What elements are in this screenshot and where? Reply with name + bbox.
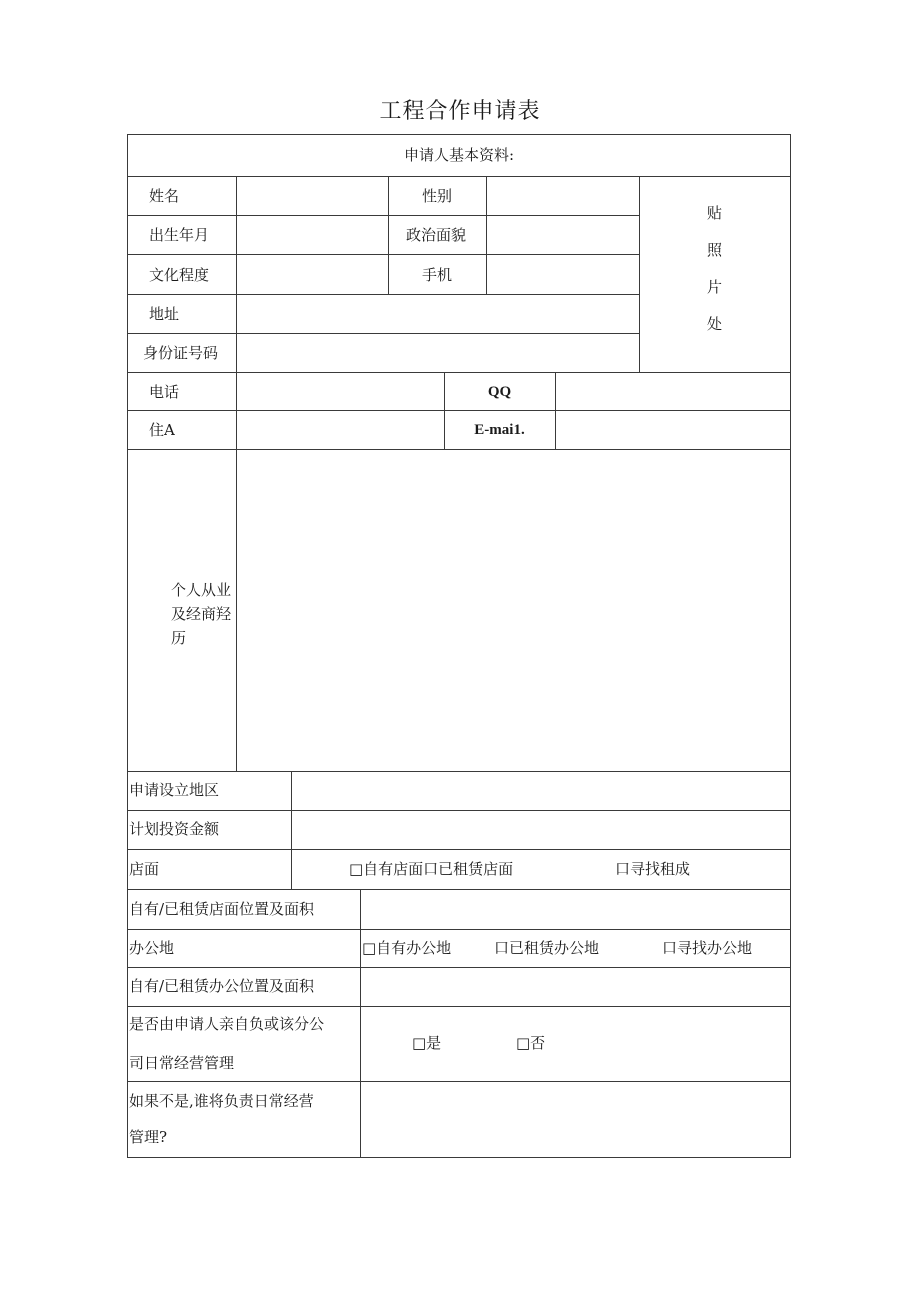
row-rule [127,929,791,930]
label-political: 政治面貌 [406,226,467,244]
label-education: 文化程度 [149,266,210,284]
section-header: 申请人基本资料: [403,146,515,164]
label-email: E-mai1. [474,422,525,438]
label-region: 申请设立地区 [129,781,220,799]
row-rule [127,333,639,334]
row-rule [127,810,791,811]
row-rule [127,1006,791,1007]
label-birth: 出生年月 [149,226,210,244]
label-address: 地址 [149,305,180,323]
row-rule [127,215,639,216]
border-bottom [127,1157,791,1158]
label-mobile: 手机 [422,266,453,284]
page-title: 工程合作申请表 [379,99,541,124]
col-rule [555,372,556,450]
label-qq: QQ [487,384,512,400]
label-office-location: 自有/已租赁办公位置及面积 [129,977,315,995]
border-right [790,134,791,1158]
label-residence: 住A [149,421,175,439]
store-option-seeking[interactable]: 口寻找租成 [615,860,691,878]
store-options-owned-rented[interactable]: □自有店面口已租赁店面 [349,860,514,878]
label-office: 办公地 [129,939,175,957]
col-rule [486,176,487,294]
border-top [127,134,791,135]
label-experience [171,578,235,650]
col-rule [291,771,292,889]
experience-line: 及经商羟 [171,605,232,623]
label-store: 店面 [129,860,160,878]
label-manager-line2: 管理? [129,1128,168,1146]
label-investment: 计划投资金额 [129,820,220,838]
row-rule [127,889,791,890]
label-manager-line1: 如果不是,谁将负责日常经营 [129,1092,314,1110]
row-rule [127,410,791,411]
row-rule [127,771,791,772]
col-rule [388,176,389,294]
label-name: 姓名 [149,187,180,205]
label-self-manage-line1: 是否由申请人亲自负或该分公 [129,1015,325,1033]
photo-char: 贴 [706,204,722,222]
photo-char: 处 [706,315,722,333]
photo-char: 片 [706,278,722,296]
col-rule [360,889,361,1158]
option-no[interactable]: □否 [516,1034,546,1052]
row-rule [127,449,791,450]
row-rule [127,294,639,295]
photo-char: 照 [706,241,722,259]
row-rule [127,372,791,373]
label-id-number: 身份证号码 [143,344,219,362]
label-phone: 电话 [149,383,180,401]
row-rule [127,254,639,255]
row-rule [127,849,791,850]
col-rule [236,176,237,772]
experience-line: 个人从业 [171,581,232,599]
experience-line: 历 [171,629,187,647]
application-form [127,134,791,1158]
label-store-location: 自有/已租赁店面位置及面积 [129,900,315,918]
office-option-seeking[interactable]: 口寻找办公地 [662,939,753,957]
border-left [127,134,128,1158]
office-option-owned[interactable]: □自有办公地 [362,939,452,957]
office-option-rented[interactable]: 口已租赁办公地 [494,939,600,957]
label-gender: 性别 [422,187,453,205]
photo-box [639,176,790,372]
row-rule [127,967,791,968]
option-yes[interactable]: □是 [412,1034,442,1052]
row-rule [127,1081,791,1082]
label-self-manage-line2: 司日常经营管理 [129,1054,235,1072]
